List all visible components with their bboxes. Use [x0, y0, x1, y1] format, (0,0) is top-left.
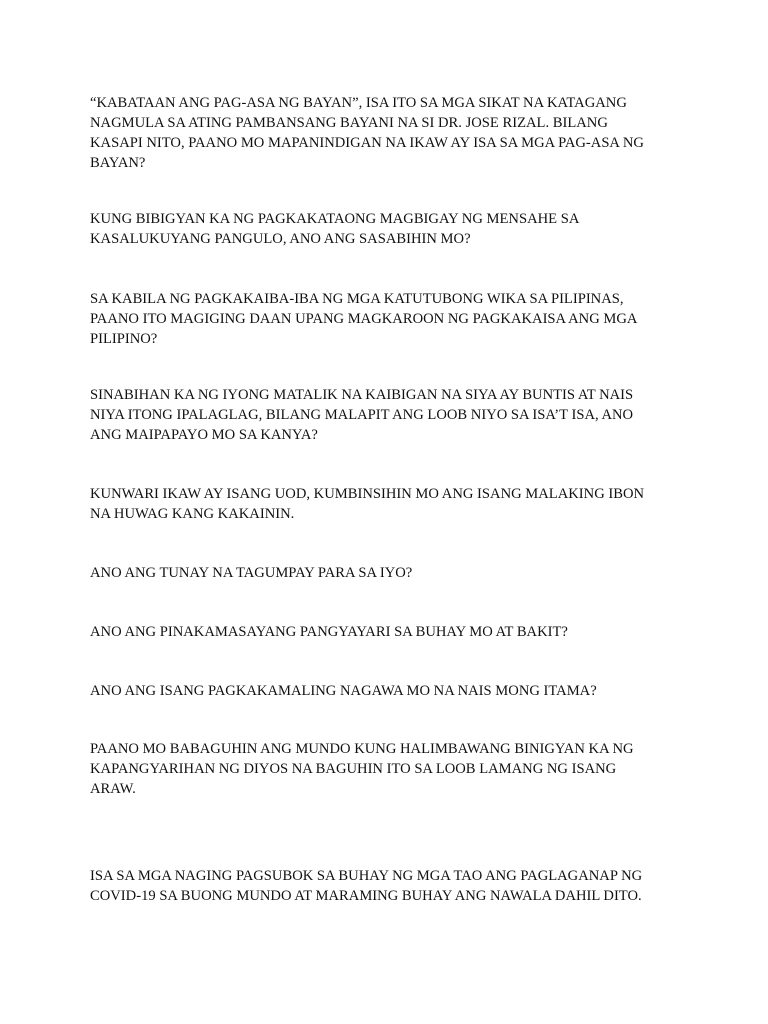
question-paragraph: SA KABILA NG PAGKAKAIBA-IBA NG MGA KATUTUBONG WIKA SA PILIPINAS, PAANO ITO MAGIGING DAAN UPANG MAGKAROON NG PAGKAKAISA ANG MGA PILIPINO? [90, 291, 638, 347]
question-paragraph: ISA SA MGA NAGING PAGSUBOK SA BUHAY NG MGA TAO ANG PAGLAGANAP NG COVID-19 SA BUONG MUNDO AT MARAMING BUHAY ANG NAWALA DAHIL DITO. [90, 868, 643, 904]
question-paragraph: ANO ANG PINAKAMASAYANG PANGYAYARI SA BUHAY MO AT BAKIT? [90, 624, 568, 640]
question-paragraph: “KABATAAN ANG PAG-ASA NG BAYAN”, ISA ITO SA MGA SIKAT NA KATAGANG NAGMULA SA ATING PAMBANSANG BAYANI NA SI DR. JOSE RIZAL. BILANG KASAPI NITO, PAANO MO MAPANINDIGAN NA IKAW AY ISA SA MGA PAG-ASA NG BAYAN? [90, 95, 644, 171]
question-paragraph: KUNWARI IKAW AY ISANG UOD, KUMBINSIHIN MO ANG ISANG MALAKING IBON NA HUWAG KANG KAKAININ. [90, 486, 645, 522]
question-paragraph: ANO ANG ISANG PAGKAKAMALING NAGAWA MO NA NAIS MONG ITAMA? [90, 683, 597, 699]
question-paragraph: KUNG BIBIGYAN KA NG PAGKAKATAONG MAGBIGAY NG MENSAHE SA KASALUKUYANG PANGULO, ANO ANG SASABIHIN MO? [90, 211, 580, 247]
question-paragraph: ANO ANG TUNAY NA TAGUMPAY PARA SA IYO? [90, 565, 413, 581]
question-paragraph: SINABIHAN KA NG IYONG MATALIK NA KAIBIGAN NA SIYA AY BUNTIS AT NAIS NIYA ITONG IPALAGLAG, BILANG MALAPIT ANG LOOB NIYO SA ISA’T ISA, ANO ANG MAIPAPAYO MO SA KANYA? [90, 387, 634, 443]
question-paragraph: PAANO MO BABAGUHIN ANG MUNDO KUNG HALIMBAWANG BINIGYAN KA NG KAPANGYARIHAN NG DIYOS NA BAGUHIN ITO SA LOOB LAMANG NG ISANG ARAW. [90, 741, 634, 797]
